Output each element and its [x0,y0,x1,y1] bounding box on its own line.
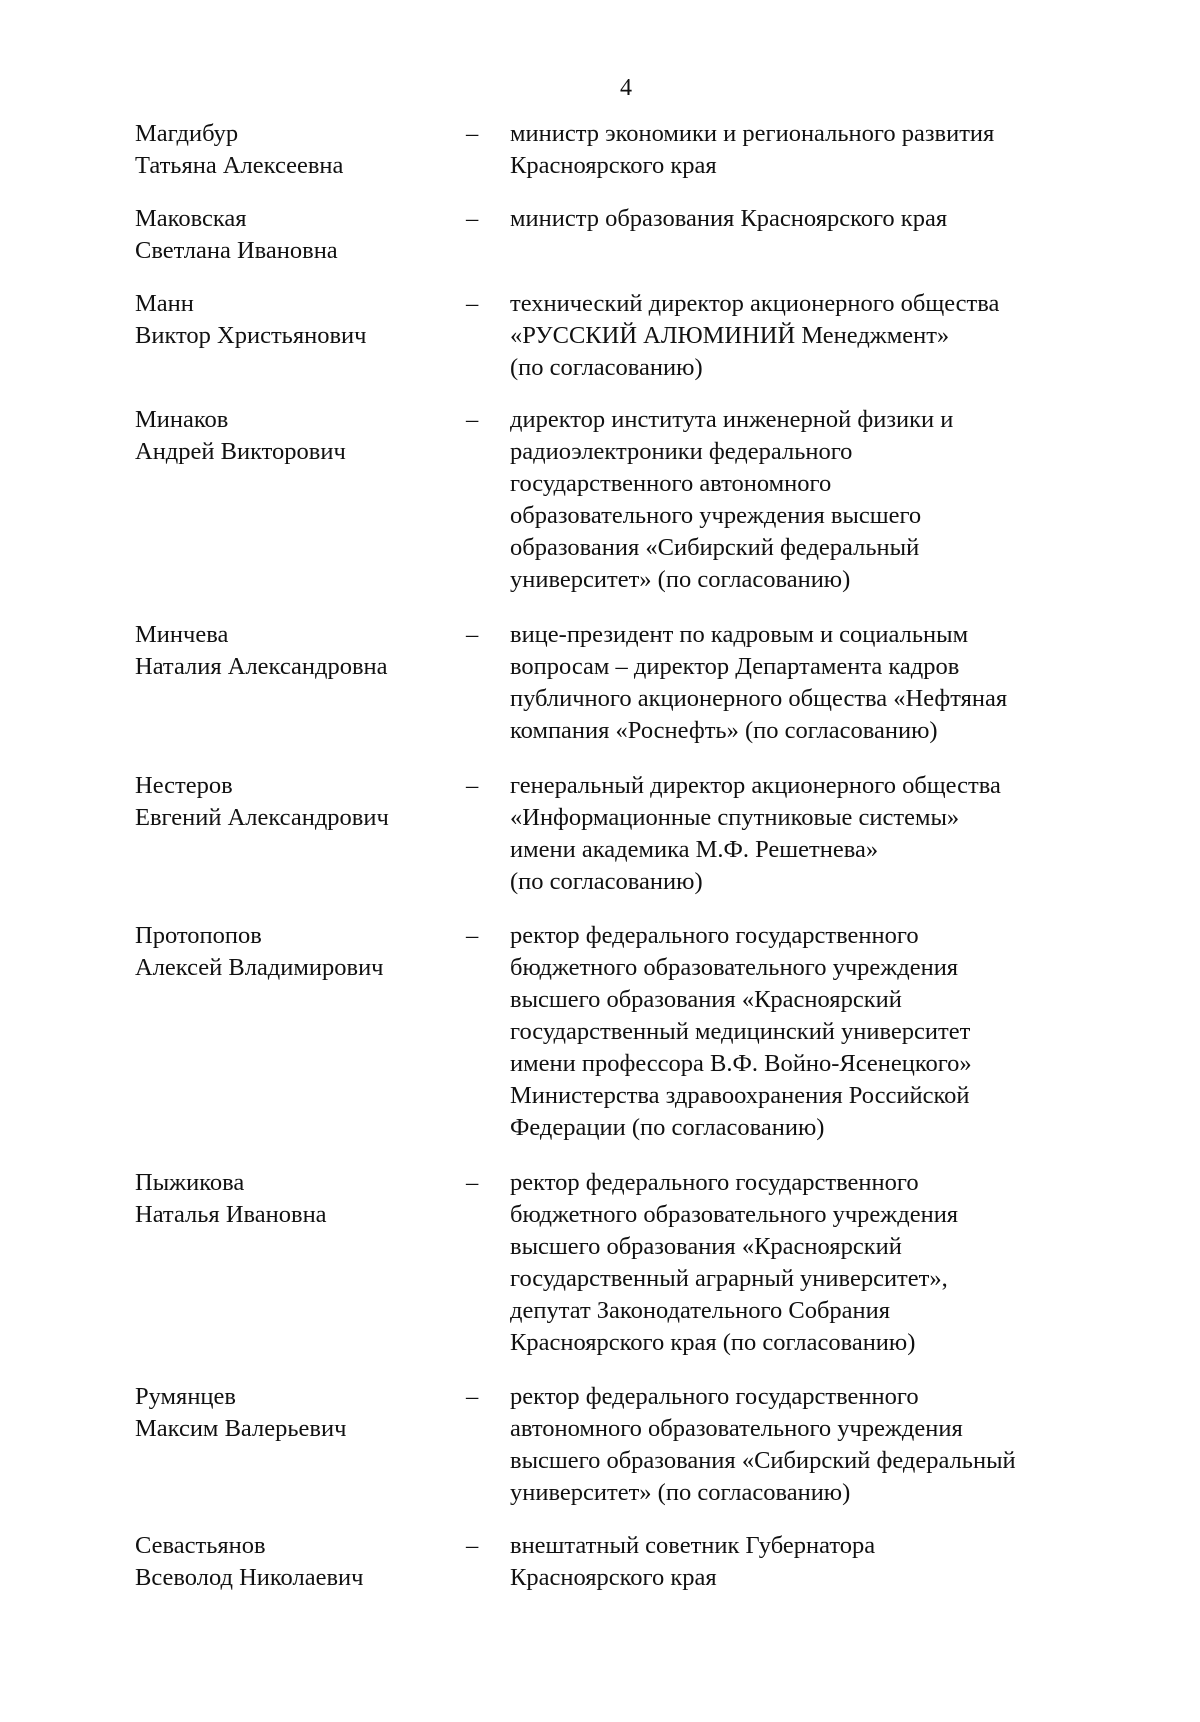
member-given-name: Алексей Владимирович [135,954,384,981]
member-name [135,770,455,834]
position-line: вице-президент по кадровым и социальным [510,621,969,648]
position-line: Красноярского края [510,1564,717,1591]
member-surname: Магдибур [135,120,239,147]
position-line: Красноярского края (по согласованию) [510,1329,916,1356]
position-line: (по согласованию) [510,868,703,895]
member-surname: Минчева [135,621,229,648]
position-line: имени профессора В.Ф. Войно-Ясенецкого» [510,1050,972,1077]
separator-dash: – [466,1383,479,1410]
position-line: (по согласованию) [510,354,703,381]
member-name [135,1167,455,1231]
page-number: 4 [620,75,632,101]
member-surname: Румянцев [135,1383,236,1410]
member-position [510,288,1110,384]
position-line: «РУССКИЙ АЛЮМИНИЙ Менеджмент» [510,322,950,349]
position-line: государственный медицинский университет [510,1018,971,1045]
separator-dash: – [466,406,479,433]
separator-dash: – [466,205,479,232]
position-line: университет» (по согласованию) [510,566,851,593]
separator-dash: – [466,922,479,949]
member-surname: Нестеров [135,772,233,799]
position-line: высшего образования «Красноярский [510,1233,902,1260]
separator-dash: – [466,290,479,317]
position-line: Министерства здравоохранения Российской [510,1082,970,1109]
member-position [510,1530,1110,1594]
member-given-name: Виктор Христьянович [135,322,367,349]
member-given-name: Евгений Александрович [135,804,389,831]
position-line: компания «Роснефть» (по согласованию) [510,717,938,744]
member-name [135,203,455,267]
member-position [510,920,1110,1144]
position-line: бюджетного образовательного учреждения [510,1201,959,1228]
member-position [510,203,1110,235]
member-given-name: Наталия Александровна [135,653,388,680]
position-line: высшего образования «Красноярский [510,986,902,1013]
member-given-name: Всеволод Николаевич [135,1564,364,1591]
member-position [510,619,1110,747]
position-line: Федерации (по согласованию) [510,1114,825,1141]
position-line: ректор федерального государственного [510,922,919,949]
member-name [135,920,455,984]
member-position [510,1381,1110,1509]
member-name [135,1530,455,1594]
position-line: внештатный советник Губернатора [510,1532,876,1559]
member-surname: Пыжикова [135,1169,245,1196]
position-line: государственного автономного [510,470,832,497]
position-line: государственный аграрный университет», [510,1265,948,1292]
member-surname: Протопопов [135,922,262,949]
position-line: вопросам – директор Департамента кадров [510,653,960,680]
member-name [135,1381,455,1445]
position-line: имени академика М.Ф. Решетнева» [510,836,879,863]
position-line: технический директор акционерного общества [510,290,1000,317]
position-line: Красноярского края [510,152,717,179]
member-name [135,619,455,683]
position-line: бюджетного образовательного учреждения [510,954,959,981]
member-given-name: Андрей Викторович [135,438,346,465]
member-given-name: Светлана Ивановна [135,237,338,264]
position-line: министр образования Красноярского края [510,205,948,232]
position-line: министр экономики и регионального развития [510,120,995,147]
position-line: депутат Законодательного Собрания [510,1297,891,1324]
position-line: радиоэлектроники федерального [510,438,853,465]
member-surname: Манн [135,290,194,317]
position-line: высшего образования «Сибирский федеральный [510,1447,1016,1474]
member-name [135,404,455,468]
member-surname: Минаков [135,406,229,433]
position-line: публичного акционерного общества «Нефтяная [510,685,1008,712]
member-given-name: Татьяна Алексеевна [135,152,344,179]
position-line: генеральный директор акционерного общества [510,772,1001,799]
member-surname: Севастьянов [135,1532,266,1559]
separator-dash: – [466,1532,479,1559]
member-position [510,770,1110,898]
position-line: образовательного учреждения высшего [510,502,922,529]
member-position [510,1167,1110,1359]
separator-dash: – [466,120,479,147]
position-line: университет» (по согласованию) [510,1479,851,1506]
position-line: автономного образовательного учреждения [510,1415,963,1442]
position-line: ректор федерального государственного [510,1383,919,1410]
separator-dash: – [466,1169,479,1196]
member-position [510,404,1110,596]
member-position [510,118,1110,182]
position-line: ректор федерального государственного [510,1169,919,1196]
separator-dash: – [466,772,479,799]
member-surname: Маковская [135,205,247,232]
position-line: «Информационные спутниковые системы» [510,804,960,831]
position-line: директор института инженерной физики и [510,406,954,433]
member-given-name: Максим Валерьевич [135,1415,347,1442]
separator-dash: – [466,621,479,648]
position-line: образования «Сибирский федеральный [510,534,920,561]
member-name [135,288,455,352]
member-given-name: Наталья Ивановна [135,1201,327,1228]
member-name [135,118,455,182]
